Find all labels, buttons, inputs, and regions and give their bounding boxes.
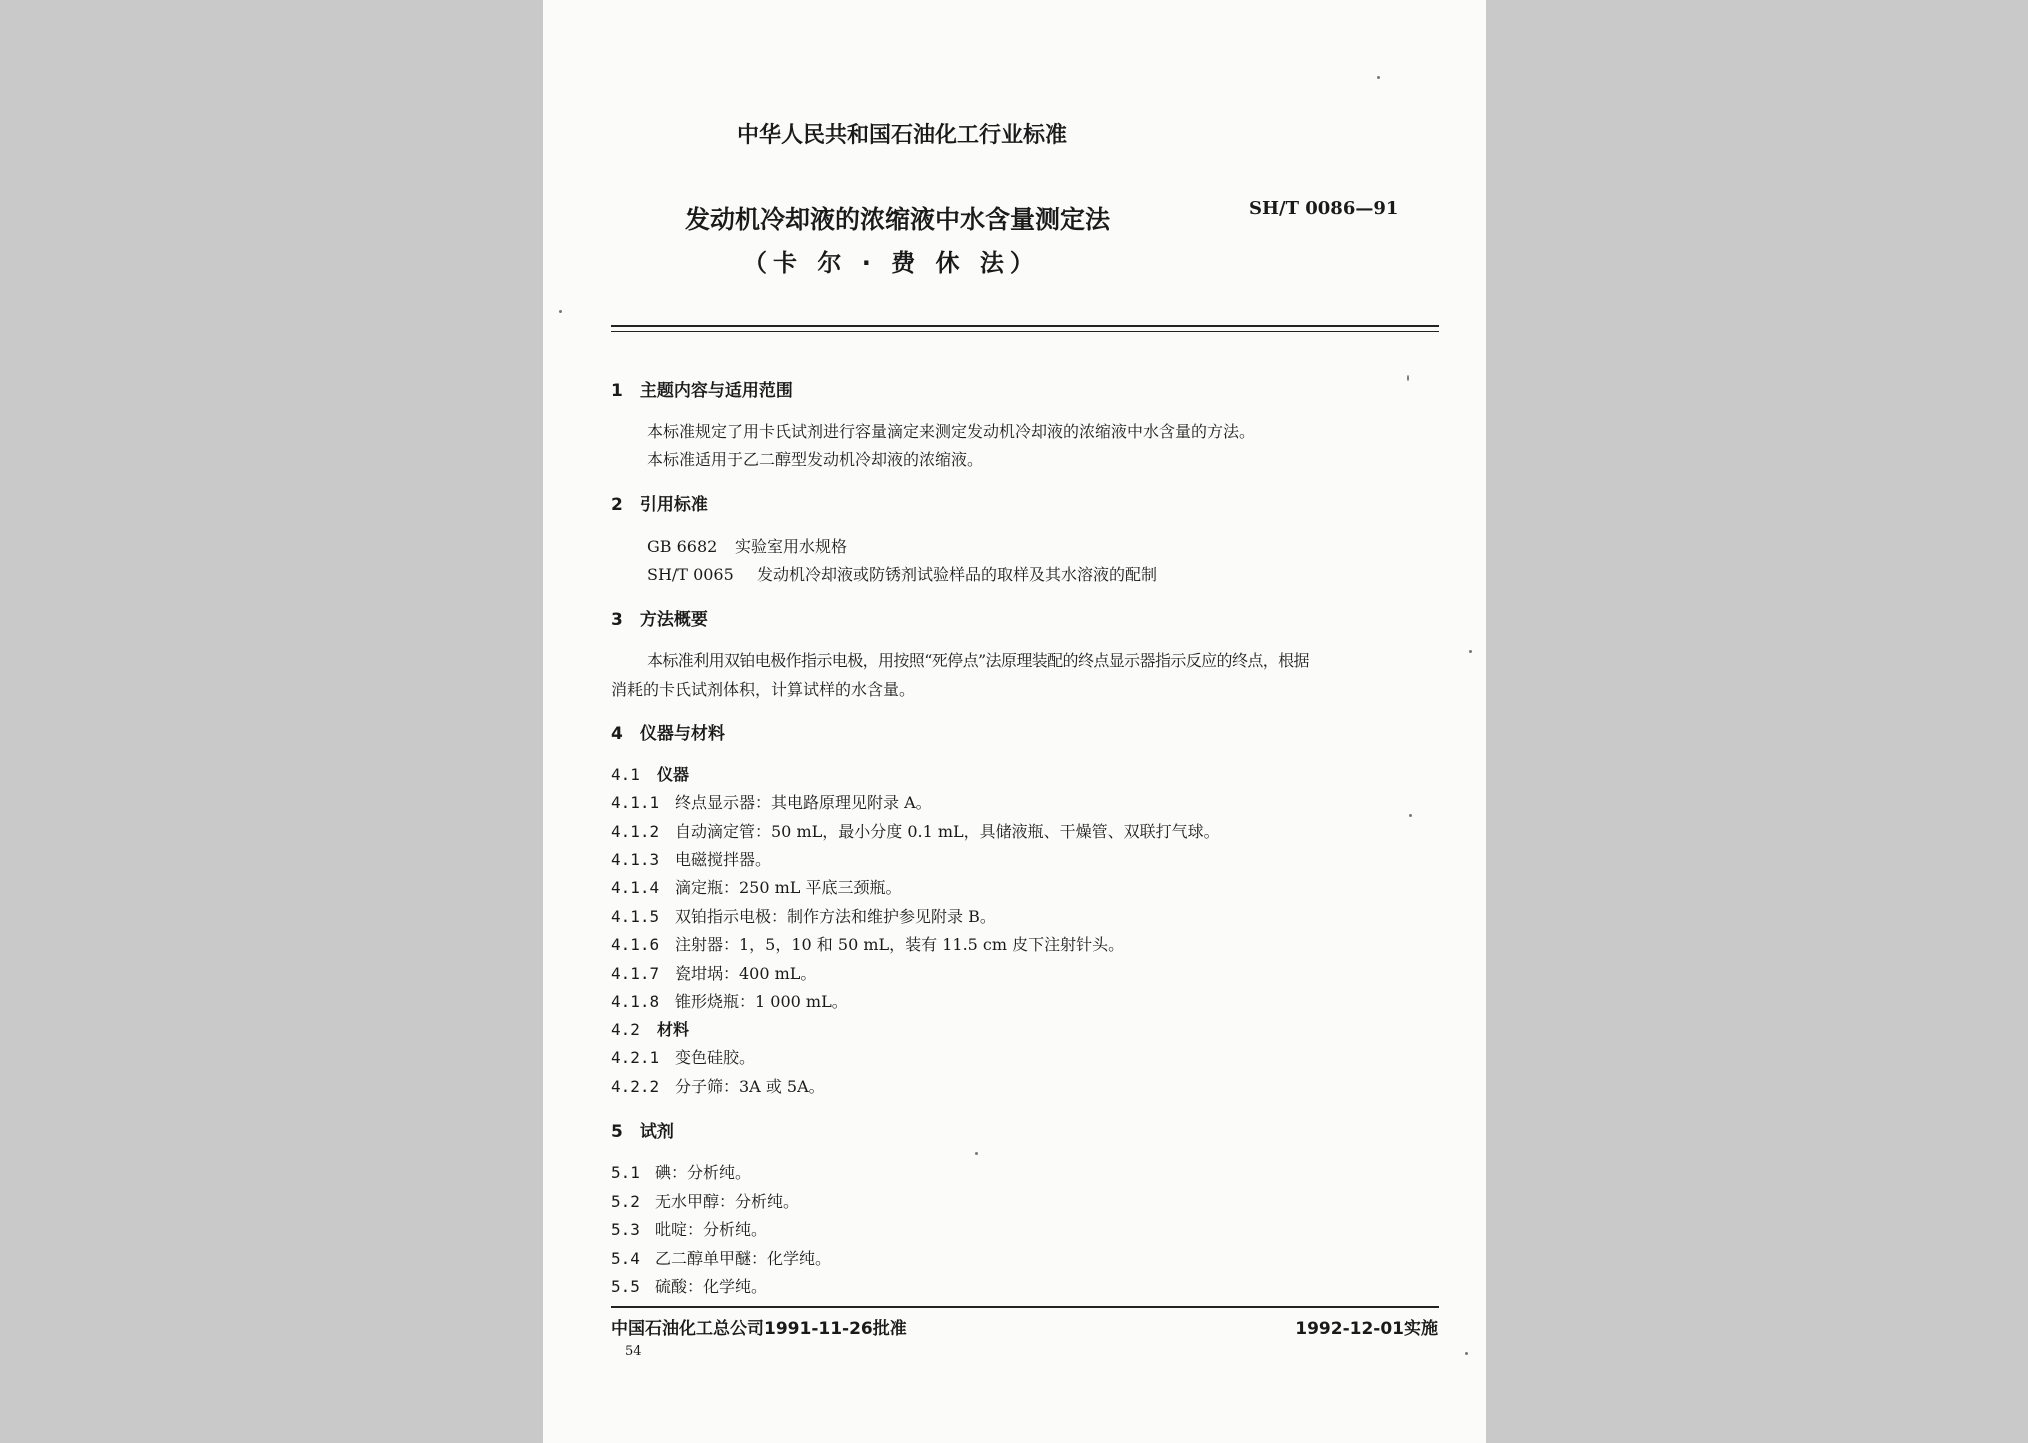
list-item <box>611 1189 799 1212</box>
document-page <box>543 0 1486 1443</box>
standard-code: SH/T 0086—91 <box>1249 198 1399 219</box>
item-text: 乙二醇单甲醚：化学纯。 <box>655 1249 832 1268</box>
subsection-number: 4.2 <box>611 1020 640 1039</box>
list-item <box>611 1160 751 1183</box>
item-text: 电磁搅拌器。 <box>675 850 772 869</box>
list-item <box>611 1045 755 1068</box>
reference-title: 发动机冷却液或防锈剂试验样品的取样及其水溶液的配制 <box>757 565 1158 584</box>
reference-code: GB 6682 <box>647 537 718 556</box>
header-rule-bottom <box>611 331 1439 332</box>
list-item <box>611 819 1220 842</box>
item-text: 碘：分析纯。 <box>655 1163 752 1182</box>
section-3-paragraph-2: 消耗的卡氏试剂体积，计算试样的水含量。 <box>611 680 916 699</box>
document-title: 发动机冷却液的浓缩液中水含量测定法 <box>685 205 1111 234</box>
item-number: 5.5 <box>611 1277 640 1296</box>
list-item <box>611 875 902 898</box>
subsection-4-1 <box>611 762 689 785</box>
subsection-label: 仪器 <box>657 765 690 784</box>
list-item <box>611 790 932 813</box>
list-item <box>611 1274 767 1297</box>
section-5-heading: 5 试剂 <box>611 1122 674 1142</box>
item-text: 无水甲醇：分析纯。 <box>655 1192 800 1211</box>
item-number: 5.4 <box>611 1249 640 1268</box>
item-number: 4.1.3 <box>611 850 660 869</box>
section-1-paragraph-1: 本标准规定了用卡氏试剂进行容量滴定来测定发动机冷却液的浓缩液中水含量的方法。 <box>647 422 1256 441</box>
page-number: 54 <box>625 1344 642 1359</box>
item-number: 4.1.2 <box>611 822 660 841</box>
item-text: 自动滴定管：50 mL，最小分度 0.1 mL，具储液瓶、干燥管、双联打气球。 <box>675 822 1220 841</box>
item-number: 4.2.2 <box>611 1077 660 1096</box>
subsection-label: 材料 <box>657 1020 690 1039</box>
section-3-paragraph-1: 本标准利用双铂电极作指示电极，用按照“死停点”法原理装配的终点显示器指示反应的终点，根据 <box>647 651 1309 670</box>
footer-rule <box>611 1306 1439 1308</box>
item-text: 锥形烧瓶：1 000 mL。 <box>675 992 848 1011</box>
item-text: 滴定瓶：250 mL 平底三颈瓶。 <box>675 878 902 897</box>
list-item <box>611 1217 767 1240</box>
scan-speck <box>1469 650 1472 653</box>
list-item <box>611 1074 825 1097</box>
document-subtitle: （卡 尔 · 费 休 法） <box>743 249 1040 277</box>
scan-speck <box>1377 76 1380 79</box>
list-item <box>611 847 771 870</box>
reference-item <box>647 534 847 557</box>
item-text: 吡啶：分析纯。 <box>655 1220 768 1239</box>
item-text: 瓷坩埚：400 mL。 <box>675 964 817 983</box>
item-number: 4.1.7 <box>611 964 660 983</box>
scan-speck <box>975 1152 978 1155</box>
approval-line: 中国石油化工总公司1991-11-26批准 <box>611 1319 907 1339</box>
item-text: 硫酸：化学纯。 <box>655 1277 768 1296</box>
item-number: 4.1.1 <box>611 793 660 812</box>
item-number: 5.3 <box>611 1220 640 1239</box>
item-number: 5.1 <box>611 1163 640 1182</box>
section-2-heading: 2 引用标准 <box>611 495 708 515</box>
list-item <box>611 961 816 984</box>
scan-speck <box>1409 814 1412 817</box>
item-text: 注射器：1，5，10 和 50 mL，装有 11.5 cm 皮下注射针头。 <box>675 935 1125 954</box>
section-4-heading: 4 仪器与材料 <box>611 724 725 744</box>
list-item <box>611 904 996 927</box>
reference-code: SH/T 0065 <box>647 565 734 584</box>
item-number: 4.1.8 <box>611 992 660 1011</box>
section-1-paragraph-2: 本标准适用于乙二醇型发动机冷却液的浓缩液。 <box>647 450 984 469</box>
item-number: 4.1.5 <box>611 907 660 926</box>
issuing-authority: 中华人民共和国石油化工行业标准 <box>737 123 1068 148</box>
scan-speck <box>1407 375 1409 381</box>
section-1-heading: 1 主题内容与适用范围 <box>611 381 793 401</box>
item-text: 分子筛：3A 或 5A。 <box>675 1077 825 1096</box>
subsection-number: 4.1 <box>611 765 640 784</box>
scan-speck <box>1465 1352 1468 1355</box>
scan-speck <box>559 310 562 313</box>
item-number: 4.1.6 <box>611 935 660 954</box>
list-item <box>611 932 1124 955</box>
reference-title: 实验室用水规格 <box>735 537 848 556</box>
reference-item <box>647 562 1157 585</box>
subsection-4-2 <box>611 1017 689 1040</box>
list-item <box>611 989 848 1012</box>
item-number: 4.1.4 <box>611 878 660 897</box>
section-3-heading: 3 方法概要 <box>611 610 708 630</box>
item-number: 4.2.1 <box>611 1048 660 1067</box>
item-text: 双铂指示电极：制作方法和维护参见附录 B。 <box>675 907 996 926</box>
header-rule-top <box>611 325 1439 327</box>
item-text: 变色硅胶。 <box>675 1048 756 1067</box>
list-item <box>611 1246 831 1269</box>
effective-date: 1992-12-01实施 <box>1295 1319 1438 1339</box>
item-number: 5.2 <box>611 1192 640 1211</box>
item-text: 终点显示器：其电路原理见附录 A。 <box>675 793 932 812</box>
